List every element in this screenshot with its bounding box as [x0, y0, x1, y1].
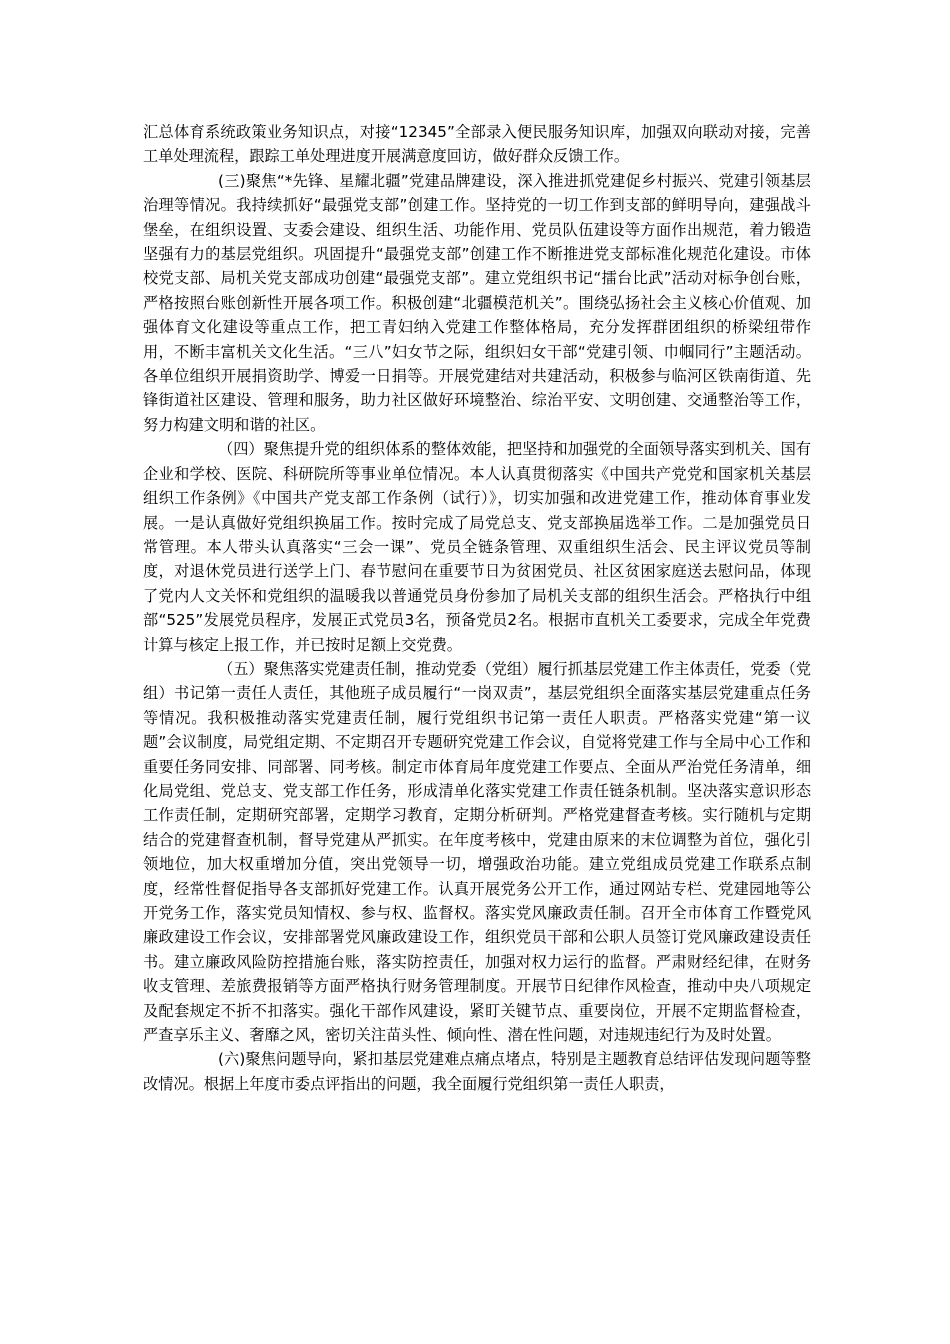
paragraph-section-6: (六)聚焦问题导向，紧扣基层党建难点痛点堵点，特别是主题教育总结评估发现问题等整改情况。根据上年度市委点评指出的问题，我全面履行党组织第一责任人职责， [143, 1050, 811, 1093]
document-body [143, 120, 811, 1096]
paragraph-section-4: （四）聚焦提升党的组织体系的整体效能，把坚持和加强党的全面领导落实到机关、国有企业和学校、医院、科研院所等事业单位情况。本人认真贯彻落实《中国共产党党和国家机关基层组织工作条例》《中国共产党支部工作条例（试行）》，切实加强和改进党建工作，推动体育事业发展。一是认真做好党组织换届工作。按时完成了局党总支、党支部换届选举工作。二是加强党员日常管理。本人带头认真落实“三会一课”、党员全链条管理、双重组织生活会、民主评议党员等制度，对退休党员进行送学上门、春节慰问在重要节日为贫困党员、社区贫困家庭送去慰问品，体现了党内人文关怀和党组织的温暖我以普通党员身份参加了局机关支部的组织生活会。严格执行中组部“525”发展党员程序，发展正式党员3名，预备党员2名。根据市直机关工委要求，完成全年党费计算与核定上报工作，并已按时足额上交党费。 [143, 440, 811, 654]
paragraph-section-3: (三)聚焦“*先锋、星耀北疆”党建品牌建设，深入推进抓党建促乡村振兴、党建引领基层治理等情况。我持续抓好“最强党支部”创建工作。坚持党的一切工作到支部的鲜明导向，建强战斗堡垒，在组织设置、支委会建设、组织生活、功能作用、党员队伍建设等方面作出规范，着力锻造坚强有力的基层党组织。巩固提升“最强党支部”创建工作不断推进党支部标准化规范化建设。市体校党支部、局机关党支部成功创建“最强党支部”。建立党组织书记“擂台比武”活动对标争创台账，严格按照台账创新性开展各项工作。积极创建“北疆模范机关”。围绕弘扬社会主义核心价值观、加强体育文化建设等重点工作，把工青妇纳入党建工作整体格局，充分发挥群团组织的桥梁纽带作用，不断丰富机关文化生活。“三八”妇女节之际，组织妇女干部“党建引领、巾帼同行”主题活动。各单位组织开展捐资助学、博爱一日捐等。开展党建结对共建活动，积极参与临河区铁南街道、先锋街道社区建设、管理和服务，助力社区做好环境整治、综治平安、文明创建、交通整治等工作，努力构建文明和谐的社区。 [143, 171, 811, 434]
paragraph-section-5: （五）聚焦落实党建责任制，推动党委（党组）履行抓基层党建工作主体责任，党委（党组）书记第一责任人责任，其他班子成员履行“一岗双责”，基层党组织全面落实基层党建重点任务等情况。我积极推动落实党建责任制，履行党组织书记第一责任人职责。严格落实党建“第一议题”会议制度，局党组定期、不定期召开专题研究党建工作会议，自觉将党建工作与全局中心工作和重要任务同安排、同部署、同考核。制定市体育局年度党建工作要点、全面从严治党任务清单，细化局党组、党总支、党支部工作任务，形成清单化落实党建工作责任链条机制。坚决落实意识形态工作责任制，定期研究部署，定期学习教育，定期分析研判。严格党建督查考核。实行随机与定期结合的党建督查机制，督导党建从严抓实。在年度考核中，党建由原来的末位调整为首位，强化引领地位，加大权重增加分值，突出党领导一切，增强政治功能。建立党组成员党建工作联系点制度，经常性督促指导各支部抓好党建工作。认真开展党务公开工作，通过网站专栏、党建园地等公开党务工作，落实党员知情权、参与权、监督权。落实党风廉政责任制。召开全市体育工作暨党风廉政建设工作会议，安排部署党风廉政建设工作，组织党员干部和公职人员签订党风廉政建设责任书。建立廉政风险防控措施台账，落实防控责任，加强对权力运行的监督。严肃财经纪律，在财务收支管理、差旅费报销等方面严格执行财务管理制度。开展节日纪律作风检查，推动中央八项规定及配套规定不折不扣落实。强化干部作风建设，紧盯关键节点、重要岗位，开展不定期监督检查，严查享乐主义、奢靡之风，密切关注苗头性、倾向性、潜在性问题，对违规违纪行为及时处置。 [143, 659, 811, 1045]
paragraph-continuation: 汇总体育系统政策业务知识点，对接“12345”全部录入便民服务知识库，加强双向联动对接，完善工单处理流程，跟踪工单处理进度开展满意度回访，做好群众反馈工作。 [143, 123, 811, 166]
